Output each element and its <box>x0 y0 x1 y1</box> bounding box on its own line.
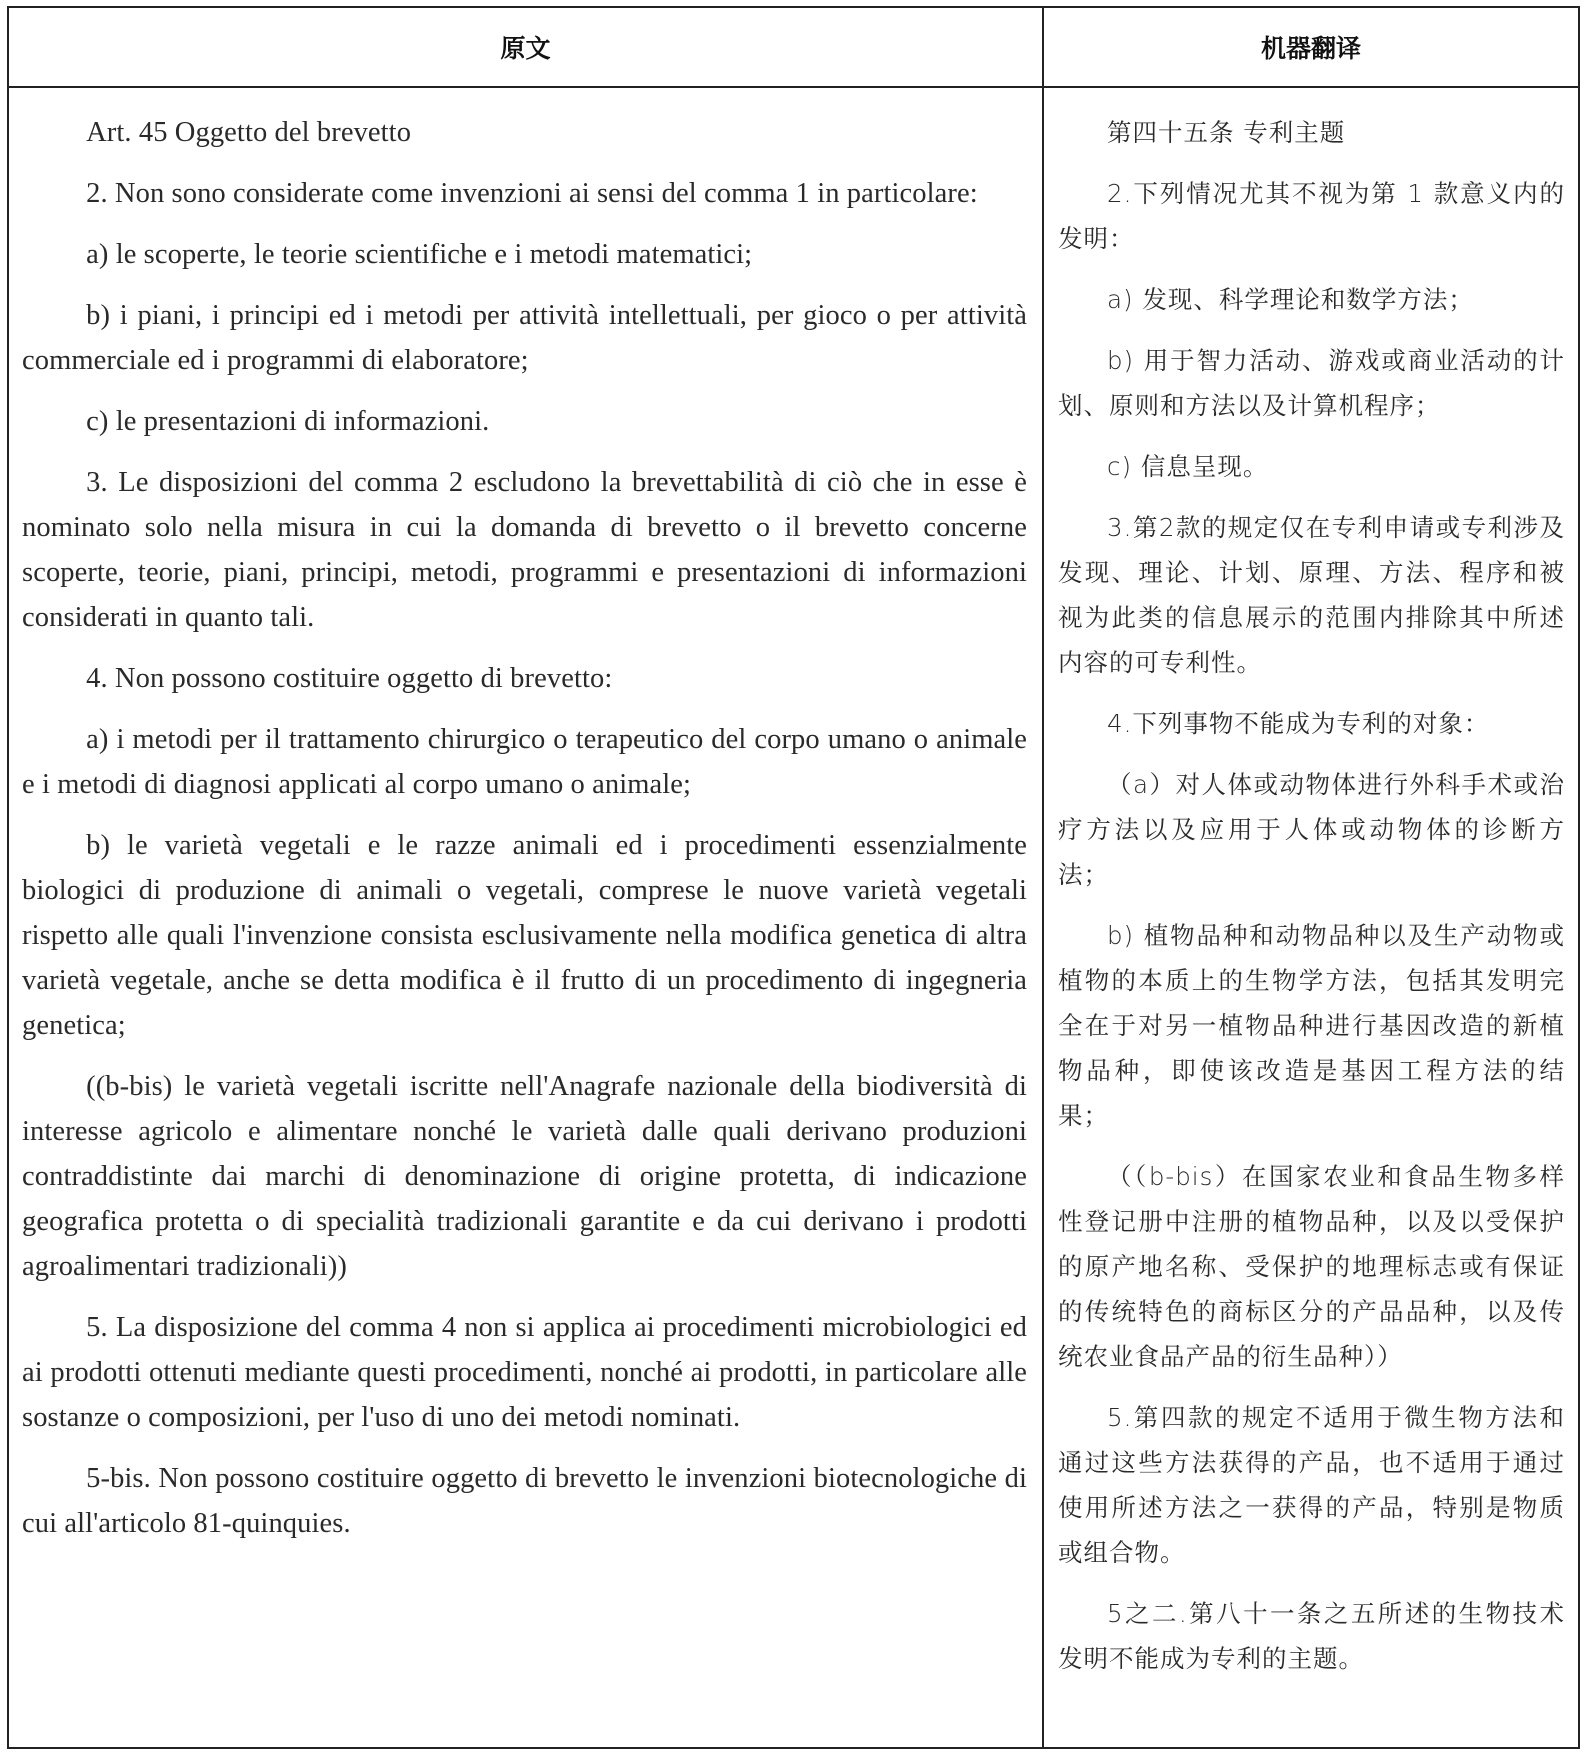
original-paragraph-4b-bis: ((b-bis) le varietà vegetali iscritte nell'Anagrafe nazionale della biodiversità di interesse agricolo e alimentare nonché le varietà dalle quali derivano produzioni contraddistinte dai marchi di denominazione di origine protetta, di indicazione geografica protetta o di specialità tradizionali garantite e da cui derivano i prodotti agroalimentari tradizionali)) <box>22 1071 1027 1282</box>
translation-paragraph-5: 5.第四款的规定不适用于微生物方法和通过这些方法获得的产品，也不适用于通过使用所述方法之一获得的产品，特别是物质或组合物。 <box>1058 1403 1565 1567</box>
translation-paragraph-4b: b) 植物品种和动物品种以及生产动物或植物的本质上的生物学方法，包括其发明完全在于对另一植物品种进行基因改造的新植物品种，即使该改造是基因工程方法的结果； <box>1058 921 1565 1130</box>
original-paragraph-5: 5. La disposizione del comma 4 non si applica ai procedimenti microbiologici ed ai prodotti ottenuti mediante questi procedimenti, nonché ai prodotti, in particolare alle sostanze o composizioni, per l'uso di uno dei metodi nominati. <box>22 1312 1027 1433</box>
original-paragraph-3: 3. Le disposizioni del comma 2 escludono la brevettabilità di ciò che in esse è nominato solo nella misura in cui la domanda di brevetto o il brevetto concerne scoperte, teorie, piani, principi, metodi, programmi e presentazioni di informazioni considerati in quanto tali. <box>22 467 1027 633</box>
translation-paragraph-4b-bis: （（b-bis）在国家农业和食品生物多样性登记册中注册的植物品种，以及以受保护的原产地名称、受保护的地理标志或有保证的传统特色的商标区分的产品品种，以及传统农业食品产品的衍生品种）） <box>1058 1162 1565 1371</box>
translation-paragraph-4a: （a）对人体或动物体进行外科手术或治疗方法以及应用于人体或动物体的诊断方法； <box>1058 770 1565 889</box>
translation-paragraph-2c: c) 信息呈现。 <box>1107 452 1269 481</box>
original-paragraph-4a: a) i metodi per il trattamento chirurgico o terapeutico del corpo umano o animale e i metodi di diagnosi applicati al corpo umano o animale; <box>22 724 1027 800</box>
translation-paragraph-4: 4.下列事物不能成为专利的对象： <box>1107 709 1490 738</box>
translation-paragraph-3: 3.第2款的规定仅在专利申请或专利涉及发现、理论、计划、原理、方法、程序和被视为此类的信息展示的范围内排除其中所述内容的可专利性。 <box>1058 513 1565 677</box>
translation-paragraph-2b: b) 用于智力活动、游戏或商业活动的计划、原则和方法以及计算机程序； <box>1058 346 1565 420</box>
translation-paragraph-2a: a) 发现、科学理论和数学方法； <box>1107 285 1474 314</box>
header-translation: 机器翻译 <box>1044 8 1578 88</box>
original-paragraph-2b: b) i piani, i principi ed i metodi per attività intellettuali, per gioco o per attività commerciale ed i programmi di elaboratore; <box>22 300 1027 376</box>
translation-paragraph-5-bis: 5之二.第八十一条之五所述的生物技术发明不能成为专利的主题。 <box>1058 1599 1565 1673</box>
original-paragraph-4: 4. Non possono costituire oggetto di brevetto: <box>86 663 613 694</box>
original-paragraph-title: Art. 45 Oggetto del brevetto <box>86 117 412 148</box>
original-paragraph-4b: b) le varietà vegetali e le razze animali ed i procedimenti essenzialmente biologici di produzione di animali o vegetali, comprese le nuove varietà vegetali rispetto alle quali l'invenzione consista esclusivamente nella modifica genetica di altra varietà vegetale, anche se detta modifica è il frutto di un procedimento di ingegneria genetica; <box>22 830 1027 1041</box>
original-paragraph-2c: c) le presentazioni di informazioni. <box>86 406 490 437</box>
original-paragraph-5-bis: 5-bis. Non possono costituire oggetto di brevetto le invenzioni biotecnologiche di cui all'articolo 81-quinquies. <box>22 1463 1027 1539</box>
translation-paragraph-title: 第四十五条 专利主题 <box>1107 118 1346 147</box>
translation-column <box>1044 88 1578 1747</box>
original-paragraph-2: 2. Non sono considerate come invenzioni ai sensi del comma 1 in particolare: <box>86 178 978 209</box>
original-paragraph-2a: a) le scoperte, le teorie scientifiche e i metodi matematici; <box>86 239 753 270</box>
translation-table <box>7 6 1580 1749</box>
original-column <box>9 88 1044 1747</box>
header-original: 原文 <box>9 8 1044 88</box>
translation-paragraph-2: 2.下列情况尤其不视为第 1 款意义内的发明： <box>1058 179 1565 253</box>
